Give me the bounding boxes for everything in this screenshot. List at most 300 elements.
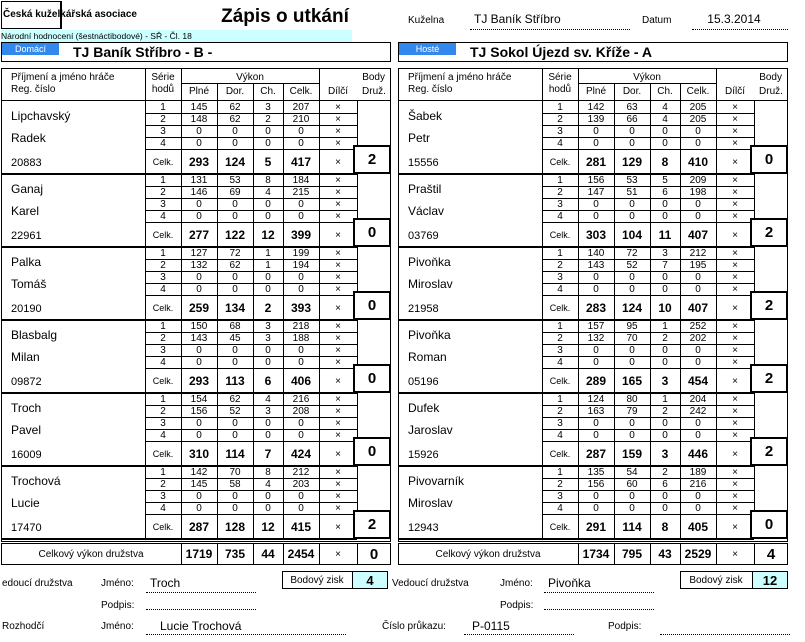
home-player-2-row-0-col-3: 1: [265, 247, 271, 259]
home-player-0-row-0-col-2: 62: [229, 101, 241, 113]
guest-player-1-row-0-col-2: 53: [626, 174, 638, 186]
home-player-3-row-2-col-3: 0: [265, 344, 271, 356]
guest-player-4-celk-label: Celk.: [549, 449, 571, 459]
home-player-2-total-2: 2: [264, 301, 272, 315]
guest-team-name: TJ Sokol Újezd sv. Kříže - A: [470, 44, 653, 60]
home-player-5-v3: [253, 466, 254, 538]
guest-player-1-row-3-col-3: 0: [662, 210, 668, 222]
guest-player-5-row-0-x: ×: [732, 466, 738, 478]
home-player-1-row-1-col-0: 2: [160, 186, 166, 198]
guest-player-3-first: Roman: [408, 350, 447, 364]
home-player-2-row-0-col-1: 127: [190, 247, 208, 259]
guest-player-2-total-3: 407: [687, 301, 709, 315]
home-player-5-row-2-col-1: 0: [196, 490, 202, 502]
guest-player-0-total-0: 281: [585, 155, 607, 169]
guest-player-1-row-3-col-2: 0: [629, 210, 635, 222]
home-player-3-row-1-col-1: 143: [190, 332, 208, 344]
home-player-4-total-0: 310: [188, 447, 210, 461]
guest-player-4-row-1-col-2: 79: [626, 405, 638, 417]
date-underline: [692, 29, 788, 30]
guest-player-5-surname: Pivovarník: [408, 474, 465, 488]
guest-player-3-v5: [716, 320, 717, 392]
guest-player-1-row-2-col-2: 0: [629, 198, 635, 210]
home-player-2-row-1-col-3: 1: [265, 259, 271, 271]
guest-player-0-row-0-col-3: 4: [662, 101, 668, 113]
guest-hdr-ch: Ch.: [657, 85, 673, 97]
home-player-2-row-1-x: ×: [335, 259, 341, 271]
home-player-5-row-0-col-2: 70: [229, 466, 241, 478]
guest-player-5-row-2-col-3: 0: [662, 490, 668, 502]
home-hdr-ch: Ch.: [260, 85, 276, 97]
guest-player-2-row-3-x: ×: [732, 283, 738, 295]
guest-player-4-total-0: 287: [585, 447, 607, 461]
home-hdr-sub: [181, 83, 319, 84]
guest-player-5-reg: 12943: [408, 522, 439, 534]
home-player-2-row-3-col-0: 4: [160, 283, 166, 295]
guest-player-5-row-2-x: ×: [732, 490, 738, 502]
guest-player-5-row-3-col-0: 4: [557, 502, 563, 514]
guest-player-2-row-3-col-3: 0: [662, 283, 668, 295]
guest-player-0-row-1-col-2: 66: [626, 113, 638, 125]
home-player-3-v1: [181, 320, 182, 392]
home-player-1-v1: [181, 174, 182, 246]
guest-player-2-v3: [650, 247, 651, 319]
home-player-4-row-0-col-1: 154: [190, 393, 208, 405]
home-player-3-v0: [145, 320, 146, 392]
guest-player-5-total-1: 114: [622, 520, 642, 534]
guest-player-3-celk-label: Celk.: [549, 376, 571, 386]
home-player-3-row-0-col-3: 3: [265, 320, 271, 332]
guest-player-3-row-1-col-2: 70: [626, 332, 638, 344]
home-player-0-row-2-x: ×: [335, 125, 341, 137]
home-leader-name-label: Jméno:: [101, 577, 134, 589]
home-player-4-row-3-col-2: 0: [232, 429, 238, 441]
guest-player-3-row-0-x: ×: [732, 320, 738, 332]
home-player-0-v2: [217, 101, 218, 173]
home-player-0-row-0-col-4: 207: [292, 101, 310, 113]
guest-player-4-row-3-col-2: 0: [629, 429, 635, 441]
home-team-total-v4: [319, 543, 320, 565]
guest-player-2-row-3-col-0: 4: [557, 283, 563, 295]
guest-player-0-row-2-col-1: 0: [593, 125, 599, 137]
home-player-4-row-0-col-4: 216: [292, 393, 310, 405]
home-leader-label: edoucí družstva: [2, 577, 73, 589]
document-title: Zápis o utkání: [221, 6, 349, 27]
home-player-5-points: 2: [367, 516, 377, 533]
home-player-1-row-2-col-3: 0: [265, 198, 271, 210]
guest-team-total-v0: [578, 543, 579, 565]
home-player-1-row-3-col-2: 0: [232, 210, 238, 222]
home-player-2-v2: [217, 247, 218, 319]
guest-player-5-first: Miroslav: [408, 496, 453, 510]
guest-player-3-points: 2: [764, 370, 774, 387]
home-player-2-v5: [319, 247, 320, 319]
guest-player-2-row-2-col-0: 3: [557, 271, 563, 283]
home-player-3-row-0-col-0: 1: [160, 320, 166, 332]
guest-player-4-row-0-col-4: 204: [689, 393, 707, 405]
guest-player-2-total-1: 124: [621, 301, 643, 315]
guest-player-4-row-2-col-4: 0: [695, 417, 701, 429]
guest-player-5-row-1-col-4: 216: [689, 478, 707, 490]
guest-player-2-row-2-col-1: 0: [593, 271, 599, 283]
home-player-2-row-0-col-2: 72: [229, 247, 241, 259]
home-player-5-row-0-col-0: 1: [160, 466, 166, 478]
home-player-0-row-2-col-3: 0: [265, 125, 271, 137]
guest-player-0-row-1-x: ×: [732, 113, 738, 125]
home-player-1-row-0-col-1: 131: [190, 174, 208, 186]
guest-player-5-row-0-col-4: 189: [689, 466, 707, 478]
guest-player-2-row-1-col-2: 52: [626, 259, 638, 271]
home-player-2-row-3-col-4: 0: [298, 283, 304, 295]
guest-player-3-row-3-col-1: 0: [593, 356, 599, 368]
home-player-3-reg: 09872: [11, 376, 42, 388]
guest-player-3-reg: 05196: [408, 376, 439, 388]
guest-player-2-points: 2: [764, 297, 774, 314]
home-player-1-v5: [319, 174, 320, 246]
guest-player-1-v3: [650, 174, 651, 246]
home-team-points: 0: [369, 545, 379, 563]
guest-player-1-row-1-col-0: 2: [557, 186, 563, 198]
guest-player-2-row-1-x: ×: [732, 259, 738, 271]
home-player-1-points: 0: [367, 224, 377, 241]
home-player-5-row-3-col-0: 4: [160, 502, 166, 514]
home-player-3-row-2-col-1: 0: [196, 344, 202, 356]
home-player-1-total-x: ×: [335, 229, 341, 241]
home-player-3-row-0-col-4: 218: [292, 320, 310, 332]
home-player-4-row-1-x: ×: [335, 405, 341, 417]
guest-player-3-row-3-col-0: 4: [557, 356, 563, 368]
home-player-3-row-3-col-3: 0: [265, 356, 271, 368]
home-player-3-row-1-x: ×: [335, 332, 341, 344]
home-team-total-v2: [253, 543, 254, 565]
home-player-4-celk-label: Celk.: [152, 449, 174, 459]
guest-player-0-row-0-col-2: 63: [626, 101, 638, 113]
guest-player-0-points: 0: [764, 151, 774, 168]
home-player-2-row-1-col-4: 194: [292, 259, 310, 271]
home-player-1-row-2-col-2: 0: [232, 198, 238, 210]
referee-card-label: Číslo průkazu:: [382, 620, 446, 632]
home-player-4-v0: [145, 393, 146, 465]
guest-player-4-points: 2: [764, 443, 774, 460]
guest-player-5-bottom: [398, 538, 754, 540]
home-player-5-row-1-col-0: 2: [160, 478, 166, 490]
home-player-1-row-3-col-1: 0: [196, 210, 202, 222]
home-player-4-row-2-x: ×: [335, 417, 341, 429]
guest-player-2-celk-label: Celk.: [549, 303, 571, 313]
guest-player-3-total-3: 454: [687, 374, 709, 388]
home-hdr-reg: Reg. číslo: [11, 83, 56, 95]
home-hdr-vykon: Výkon: [236, 71, 264, 83]
guest-player-2-row-2-x: ×: [732, 271, 738, 283]
guest-player-1-row-2-x: ×: [732, 198, 738, 210]
home-player-1-total-3: 399: [290, 228, 312, 242]
home-player-2-total-0: 259: [188, 301, 210, 315]
home-hdr-v3: [319, 68, 320, 100]
guest-hdr-vs0: [614, 83, 615, 100]
home-team-total-3: 2454: [287, 547, 315, 561]
home-player-0-row-0-col-3: 3: [265, 101, 271, 113]
home-player-5-v4: [283, 466, 284, 538]
guest-team-total-0: 1734: [582, 547, 610, 561]
home-player-2-row-2-col-2: 0: [232, 271, 238, 283]
home-player-1-v3: [253, 174, 254, 246]
home-team-total-label: Celkový výkon družstva: [38, 548, 144, 560]
guest-player-0-row-2-col-4: 0: [695, 125, 701, 137]
guest-player-1-row-0-col-0: 1: [557, 174, 563, 186]
home-player-5-rowline-3: [145, 514, 357, 515]
home-player-1-surname: Ganaj: [11, 182, 44, 196]
guest-player-0-row-3-col-0: 4: [557, 137, 563, 149]
guest-player-5-total-2: 8: [661, 520, 669, 534]
guest-player-1-rowline-3: [542, 222, 754, 223]
guest-player-2-total-x: ×: [732, 302, 738, 314]
guest-player-5-v4: [680, 466, 681, 538]
guest-player-2-row-0-col-1: 140: [587, 247, 605, 259]
home-player-3-row-0-col-2: 68: [229, 320, 241, 332]
home-player-5-total-3: 415: [290, 520, 312, 534]
home-player-5-v0: [145, 466, 146, 538]
home-player-1-v2: [217, 174, 218, 246]
home-hdr-vs0: [217, 83, 218, 100]
guest-player-1-v5: [716, 174, 717, 246]
home-team-total-v5: [357, 543, 358, 565]
home-hdr-vs2: [283, 83, 284, 100]
guest-player-5-row-1-x: ×: [732, 478, 738, 490]
home-player-0-celk-label: Celk.: [152, 157, 174, 167]
home-player-3-row-3-col-1: 0: [196, 356, 202, 368]
home-player-1-row-2-col-0: 3: [160, 198, 166, 210]
home-leader-name: Troch: [150, 575, 181, 590]
home-player-2-row-3-col-2: 0: [232, 283, 238, 295]
guest-player-3-row-3-x: ×: [732, 356, 738, 368]
guest-player-4-row-2-x: ×: [732, 417, 738, 429]
home-team-total-v0: [181, 543, 182, 565]
guest-player-4-total-2: 3: [661, 447, 669, 461]
guest-hdr-reg: Reg. číslo: [408, 83, 453, 95]
home-player-5-row-2-col-0: 3: [160, 490, 166, 502]
guest-player-0-row-3-col-3: 0: [662, 137, 668, 149]
guest-player-0-rowline-3: [542, 149, 754, 150]
referee-card-line: [464, 634, 574, 635]
guest-player-4-rowline-3: [542, 441, 754, 442]
guest-player-4-row-0-col-3: 1: [662, 393, 668, 405]
home-player-5-total-0: 287: [188, 520, 210, 534]
guest-player-3-total-x: ×: [732, 375, 738, 387]
guest-player-3-row-0-col-4: 252: [689, 320, 707, 332]
guest-player-3-row-1-col-0: 2: [557, 332, 563, 344]
home-player-1-row-0-x: ×: [335, 174, 341, 186]
guest-hdr-v3: [716, 68, 717, 100]
home-player-4-row-3-col-0: 4: [160, 429, 166, 441]
guest-player-2-row-0-x: ×: [732, 247, 738, 259]
guest-player-4-v4: [680, 393, 681, 465]
guest-player-4-total-x: ×: [732, 448, 738, 460]
guest-player-4-surname: Dufek: [408, 401, 440, 415]
home-player-1-v0: [145, 174, 146, 246]
guest-team-total-v3: [680, 543, 681, 565]
guest-player-4-row-2-col-3: 0: [662, 417, 668, 429]
guest-player-4-row-1-x: ×: [732, 405, 738, 417]
referee-name: Lucie Trochová: [160, 618, 242, 633]
home-player-3-total-0: 293: [188, 374, 210, 388]
guest-player-5-v2: [614, 466, 615, 538]
guest-player-3-v4: [680, 320, 681, 392]
home-player-5-row-1-col-4: 203: [292, 478, 310, 490]
home-player-4-row-2-col-4: 0: [298, 417, 304, 429]
home-player-3-row-3-col-2: 0: [232, 356, 238, 368]
guest-player-0-first: Petr: [408, 131, 431, 145]
guest-player-1-total-x: ×: [732, 229, 738, 241]
guest-player-5-total-0: 291: [585, 520, 607, 534]
guest-player-2-row-3-col-2: 0: [629, 283, 635, 295]
date-label: Datum: [642, 14, 672, 26]
guest-player-5-row-0-col-2: 54: [626, 466, 638, 478]
home-player-4-row-3-col-1: 0: [196, 429, 202, 441]
rules-subtitle: Národní hodnocení (šestnáctibodové) - SŘ - Čl. 18: [1, 30, 352, 42]
guest-team-points: 4: [766, 545, 776, 563]
home-player-3-points: 0: [367, 370, 377, 387]
home-player-5-row-0-col-4: 212: [292, 466, 310, 478]
guest-player-4-row-1-col-3: 2: [662, 405, 668, 417]
guest-hdr-dilci: Dílčí: [725, 85, 745, 97]
guest-role-label: Hosté: [399, 43, 456, 55]
home-player-2-points: 0: [367, 297, 377, 314]
guest-player-2-row-1-col-1: 143: [587, 259, 605, 271]
guest-player-2-first: Miroslav: [408, 277, 453, 291]
home-player-0-total-3: 417: [290, 155, 312, 169]
guest-player-2-row-1-col-3: 7: [662, 259, 668, 271]
home-player-1-first: Karel: [11, 204, 40, 218]
guest-player-1-row-1-col-2: 51: [626, 186, 638, 198]
guest-player-2-row-3-col-1: 0: [593, 283, 599, 295]
guest-player-2-surname: Pivoňka: [408, 255, 451, 269]
home-player-1-row-3-col-4: 0: [298, 210, 304, 222]
home-player-1-row-1-col-4: 215: [292, 186, 310, 198]
guest-hdr-sub: [578, 83, 716, 84]
home-player-5-row-1-col-3: 4: [265, 478, 271, 490]
guest-player-5-row-2-col-1: 0: [593, 490, 599, 502]
guest-player-3-v2: [614, 320, 615, 392]
home-team-total-v3: [283, 543, 284, 565]
guest-player-1-row-2-col-4: 0: [695, 198, 701, 210]
guest-player-5-row-1-col-0: 2: [557, 478, 563, 490]
home-player-1-total-2: 12: [261, 228, 275, 242]
guest-player-3-total-0: 289: [585, 374, 607, 388]
guest-team-total-label: Celkový výkon družstva: [435, 548, 541, 560]
home-player-0-v3: [253, 101, 254, 173]
guest-player-4-total-3: 446: [687, 447, 709, 461]
guest-player-0-row-2-col-3: 0: [662, 125, 668, 137]
home-player-1-row-1-col-1: 146: [190, 186, 208, 198]
home-player-4-row-2-col-3: 0: [265, 417, 271, 429]
home-player-3-row-2-x: ×: [335, 344, 341, 356]
home-player-0-row-0-col-1: 145: [190, 101, 208, 113]
home-player-4-row-0-x: ×: [335, 393, 341, 405]
home-player-4-row-0-col-3: 4: [265, 393, 271, 405]
guest-player-1-row-3-x: ×: [732, 210, 738, 222]
guest-team-total-1: 795: [621, 547, 643, 561]
home-player-2-total-1: 134: [224, 301, 246, 315]
home-player-3-total-2: 6: [264, 374, 272, 388]
home-player-3-row-1-col-2: 45: [229, 332, 241, 344]
guest-player-1-row-1-col-3: 6: [662, 186, 668, 198]
guest-player-4-row-2-col-0: 3: [557, 417, 563, 429]
home-player-4-total-2: 7: [264, 447, 272, 461]
guest-player-1-first: Václav: [408, 204, 445, 218]
home-player-3-surname: Blasbalg: [11, 328, 58, 342]
home-player-4-total-1: 114: [225, 447, 245, 461]
guest-player-4-reg: 15926: [408, 449, 439, 461]
guest-player-0-row-1-col-3: 4: [662, 113, 668, 125]
home-player-0-row-0-x: ×: [335, 101, 341, 113]
home-bodovy-value: 4: [352, 572, 387, 588]
home-team-total-2: 44: [261, 547, 275, 561]
home-player-2-row-2-col-0: 3: [160, 271, 166, 283]
home-hdr-v1: [145, 68, 146, 100]
guest-player-0-row-0-col-0: 1: [557, 101, 563, 113]
guest-player-3-row-2-col-4: 0: [695, 344, 701, 356]
guest-player-4-v0: [542, 393, 543, 465]
guest-player-1-total-0: 303: [585, 228, 607, 242]
venue-value: TJ Baník Stříbro: [474, 12, 561, 26]
guest-player-5-row-3-col-4: 0: [695, 502, 701, 514]
home-team-name: TJ Baník Stříbro - B -: [73, 44, 213, 60]
home-player-4-row-1-col-2: 52: [229, 405, 241, 417]
date-value: 15.3.2014: [707, 12, 761, 26]
home-player-5-row-2-col-3: 0: [265, 490, 271, 502]
guest-player-3-row-1-x: ×: [732, 332, 738, 344]
guest-hdr-dor: Dor.: [622, 85, 642, 97]
guest-player-2-row-0-col-0: 1: [557, 247, 563, 259]
guest-player-0-row-0-col-4: 205: [689, 101, 707, 113]
home-player-2-row-3-col-1: 0: [196, 283, 202, 295]
home-player-0-row-2-col-0: 3: [160, 125, 166, 137]
home-player-5-row-1-x: ×: [335, 478, 341, 490]
home-player-1-row-2-x: ×: [335, 198, 341, 210]
guest-player-2-row-1-col-4: 195: [689, 259, 707, 271]
guest-bodovy-label: Bodový zisk: [689, 574, 743, 586]
home-player-4-row-1-col-3: 3: [265, 405, 271, 417]
guest-player-2-v1: [578, 247, 579, 319]
home-player-0-v4: [283, 101, 284, 173]
home-player-1-row-0-col-4: 184: [292, 174, 310, 186]
home-player-3-row-2-col-4: 0: [298, 344, 304, 356]
home-player-3-total-1: 113: [225, 374, 245, 388]
home-player-4-row-3-col-4: 0: [298, 429, 304, 441]
home-leader-name-line: [146, 592, 256, 593]
home-player-1-row-3-col-3: 0: [265, 210, 271, 222]
home-player-3-celk-label: Celk.: [152, 376, 174, 386]
home-player-0-row-1-col-1: 148: [190, 113, 208, 125]
home-player-2-row-2-x: ×: [335, 271, 341, 283]
guest-leader-name-label: Jméno:: [500, 577, 533, 589]
guest-leader-name: Pivoňka: [548, 575, 591, 590]
home-player-1-row-0-col-3: 8: [265, 174, 271, 186]
home-player-1-total-1: 122: [224, 228, 246, 242]
home-player-3-row-0-x: ×: [335, 320, 341, 332]
home-player-1-row-2-col-4: 0: [298, 198, 304, 210]
guest-leader-name-line: [544, 592, 654, 593]
home-player-0-total-x: ×: [335, 156, 341, 168]
home-player-2-first: Tomáš: [11, 277, 47, 291]
guest-player-1-row-0-col-3: 5: [662, 174, 668, 186]
guest-hdr-hodu: hodů: [548, 83, 572, 95]
referee-sign-label: Podpis:: [608, 620, 642, 632]
home-player-4-total-3: 424: [290, 447, 312, 461]
guest-player-2-row-0-col-3: 3: [662, 247, 668, 259]
home-player-3-row-3-col-4: 0: [298, 356, 304, 368]
home-player-2-row-0-x: ×: [335, 247, 341, 259]
